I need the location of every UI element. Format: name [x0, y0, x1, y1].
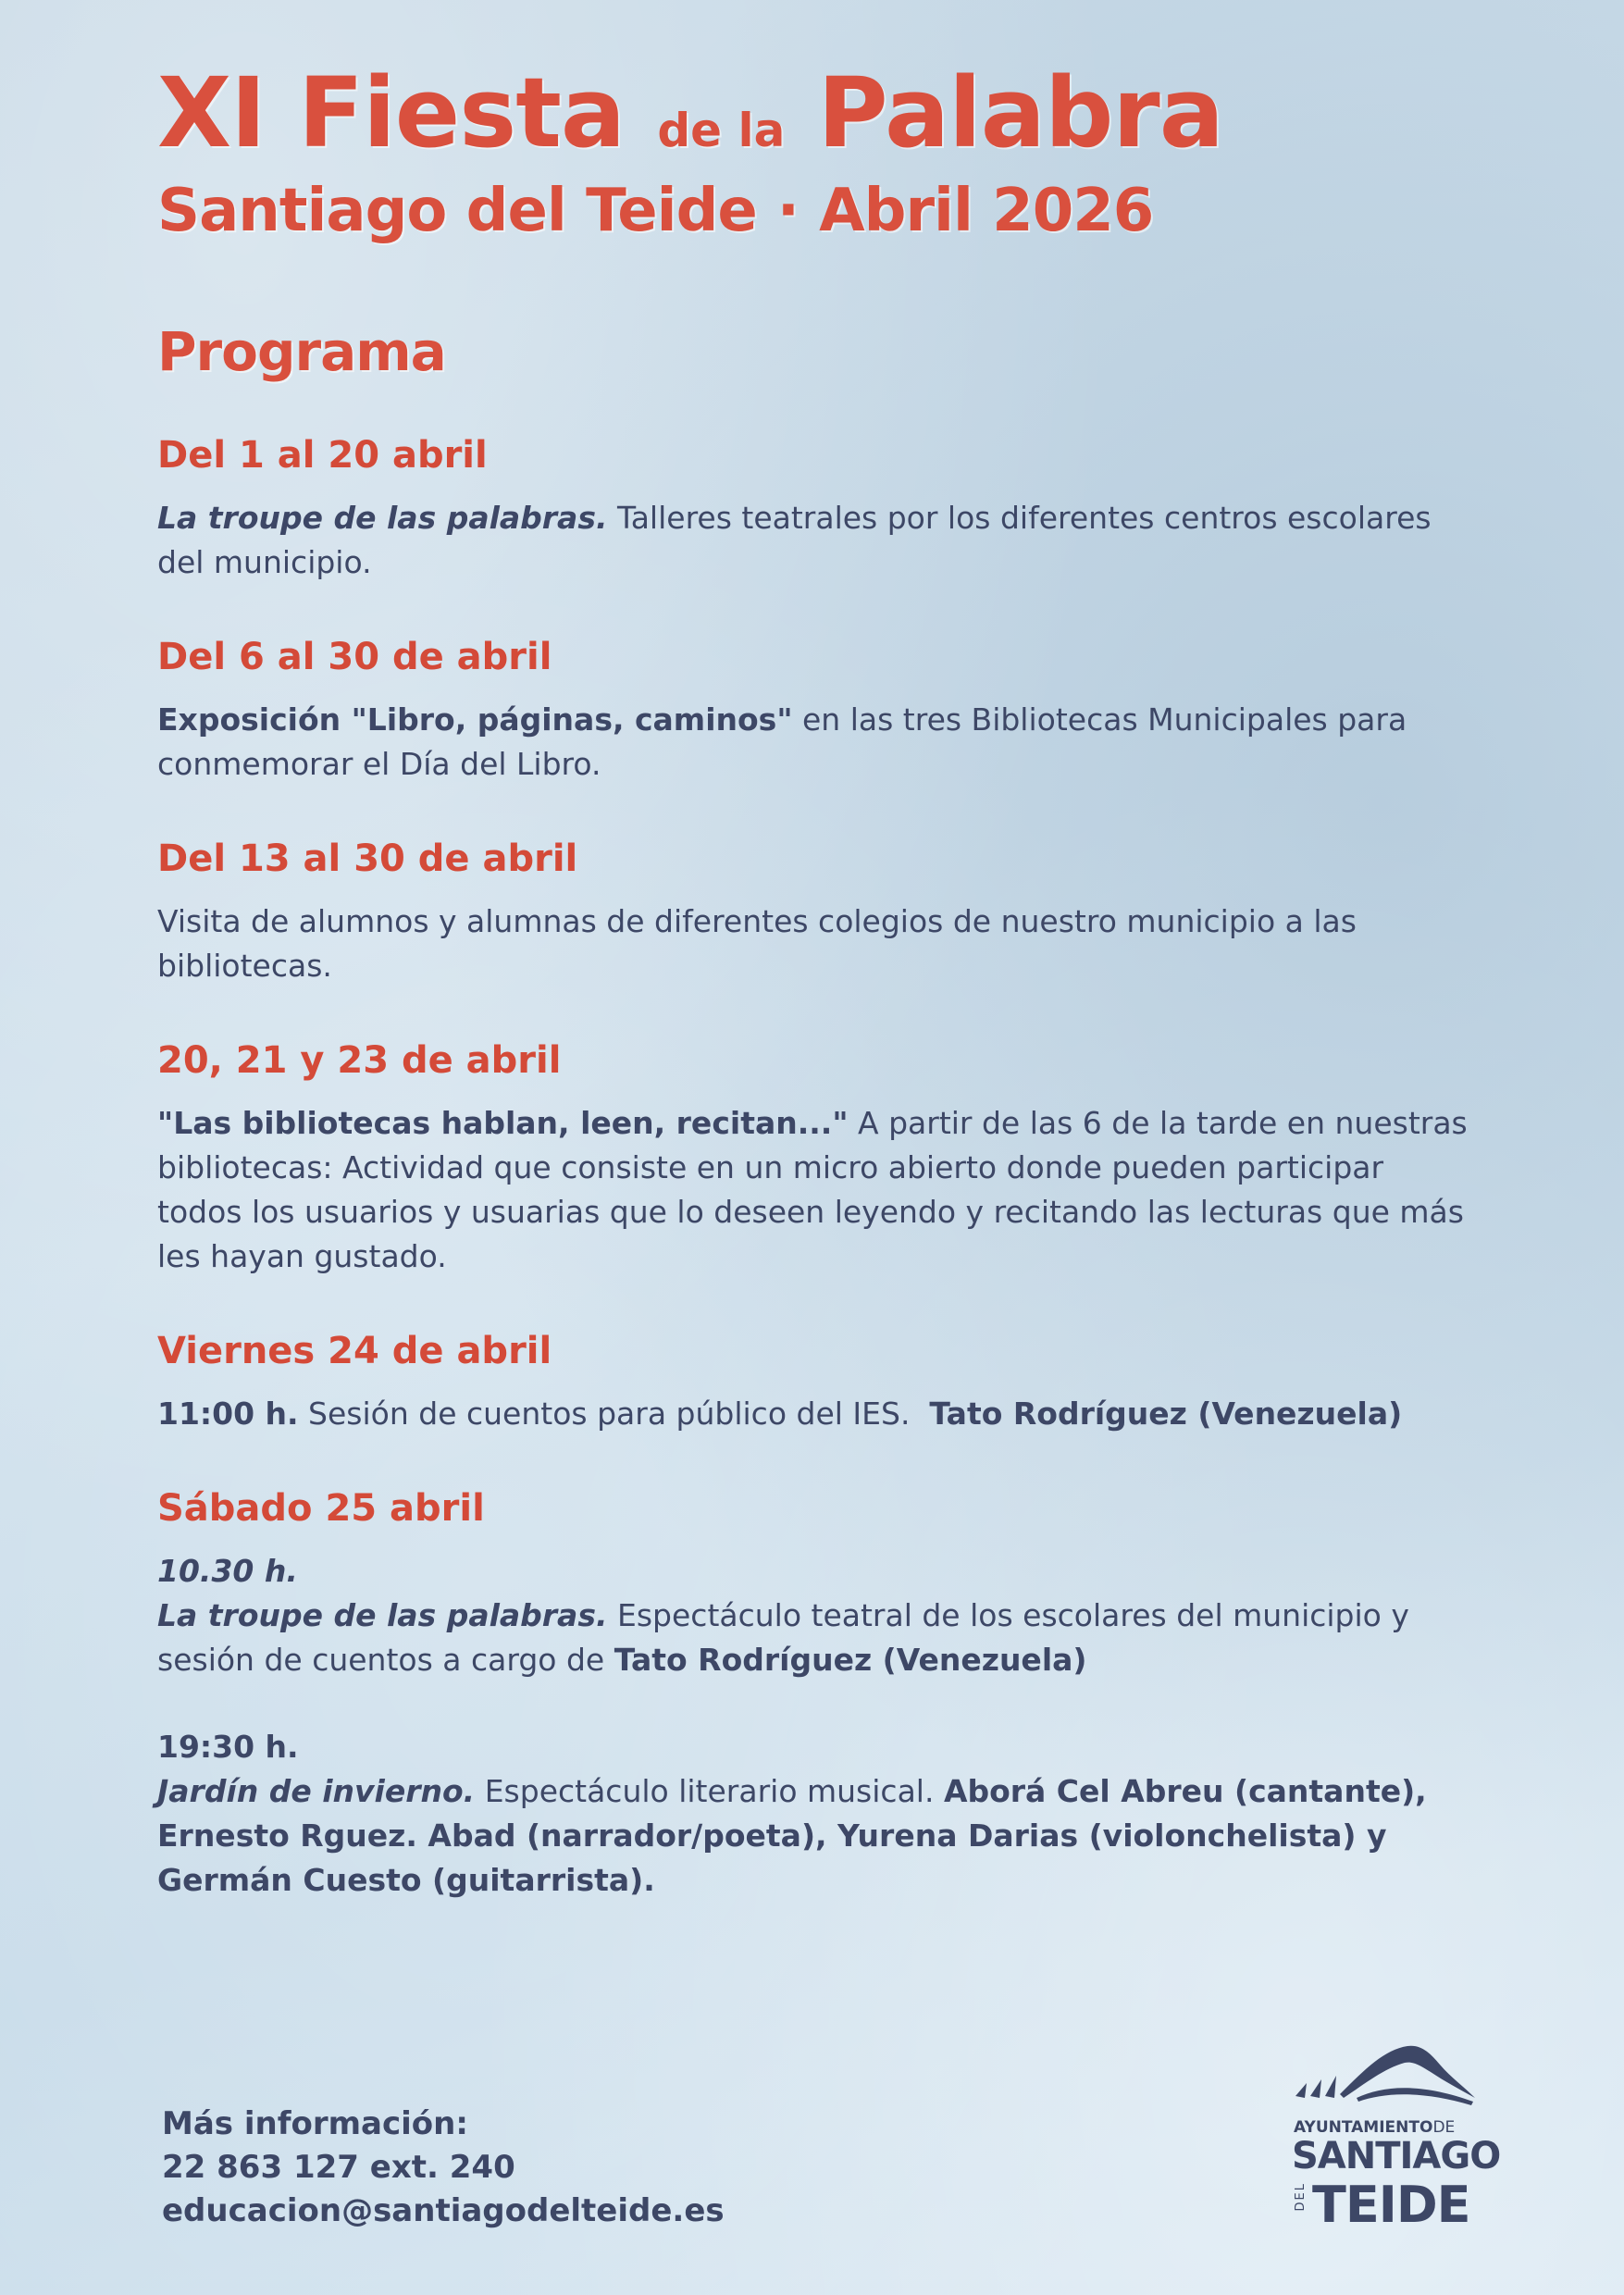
event-time: 19:30 h.: [157, 1729, 299, 1765]
logo-line-1-suffix: DE: [1432, 2118, 1456, 2137]
event-text: Espectáculo literario musical.: [475, 1773, 944, 1809]
event-item: [157, 1486, 1471, 1903]
logo-line-3-small: DEL: [1294, 2182, 1308, 2212]
contact-phone: 22 863 127 ext. 240: [162, 2149, 515, 2186]
event-title: La troupe de las palabras.: [157, 1597, 608, 1633]
title-part-2: Palabra: [817, 56, 1223, 169]
subtitle-date: Abril 2026: [819, 177, 1154, 245]
mountain-logo-icon: [1292, 2041, 1477, 2109]
event-text: Visita de alumnos y alumnas de diferentes colegios de nuestro municipio a las bibliotecas.: [157, 903, 1357, 984]
event-text: Talleres teatrales por los diferentes centros escolares del municipio.: [157, 500, 1432, 580]
logo-line-2: SANTIAGO: [1292, 2135, 1501, 2177]
event-date: Del 6 al 30 de abril: [157, 636, 552, 678]
event-item: [157, 433, 1471, 585]
event-item: [157, 837, 1471, 988]
event-morning: [157, 1549, 1471, 1682]
event-description: [157, 698, 1471, 787]
event-time: 11:00 h.: [157, 1396, 299, 1432]
contact-label: Más información:: [162, 2105, 468, 2142]
page-title: [157, 56, 1471, 169]
logo-line-1-main: AYUNTAMIENTO: [1294, 2118, 1433, 2137]
title-part-1: XI Fiesta: [157, 56, 626, 169]
event-performers: Aborá Cel Abreu (cantante), Ernesto Rguez. Abad (narrador/poeta), Yurena Darias (violonchelista) y Germán Cuesto (guitarrista).: [157, 1773, 1427, 1898]
event-date: 20, 21 y 23 de abril: [157, 1039, 562, 1082]
event-performer: Tato Rodríguez (Venezuela): [929, 1396, 1403, 1432]
event-evening: [157, 1725, 1471, 1903]
event-item: [157, 1038, 1471, 1279]
event-title: Jardín de invierno.: [157, 1773, 476, 1809]
event-description: [157, 496, 1471, 585]
logo-line-3: TEIDE: [1312, 2176, 1470, 2234]
event-description: [157, 1392, 1471, 1436]
contact-info: [162, 2103, 725, 2233]
event-performer: Tato Rodríguez (Venezuela): [614, 1642, 1087, 1678]
event-description: [157, 899, 1471, 988]
event-date: Del 13 al 30 de abril: [157, 837, 578, 880]
program-page: [157, 56, 1471, 1903]
event-date: Viernes 24 de abril: [157, 1330, 552, 1372]
municipality-logo: [1286, 2041, 1501, 2235]
event-date: Del 1 al 20 abril: [157, 434, 488, 477]
event-description: [157, 1101, 1471, 1279]
spacer: [157, 1682, 1471, 1725]
event-item: [157, 1329, 1471, 1436]
event-date: Sábado 25 abril: [157, 1487, 485, 1530]
page-subtitle: [157, 177, 1471, 245]
logo-line-1: [1294, 2118, 1455, 2137]
event-item: [157, 635, 1471, 787]
subtitle-separator: ·: [776, 177, 800, 245]
subtitle-place: Santiago del Teide: [157, 177, 757, 245]
event-time: 10.30 h.: [157, 1553, 298, 1589]
event-text: A partir de las 6 de la tarde en nuestras bibliotecas: Actividad que consiste en un micro abierto donde pueden participar todos los usuarios y usuarias que lo deseen leyendo y recitando las lecturas que más les hayan gustado.: [157, 1105, 1468, 1274]
event-text: Espectáculo teatral de los escolares del municipio y sesión de cuentos a cargo de: [157, 1597, 1409, 1678]
event-title: La troupe de las palabras.: [157, 500, 608, 536]
program-heading: Programa: [157, 320, 446, 383]
event-title: "Las bibliotecas hablan, leen, recitan...": [157, 1105, 849, 1141]
event-title: Exposición "Libro, páginas, caminos": [157, 701, 793, 738]
contact-email: educacion@santiagodelteide.es: [162, 2192, 725, 2229]
title-connector: de la: [657, 104, 786, 157]
event-text: Sesión de cuentos para público del IES.: [298, 1396, 930, 1432]
event-text: en las tres Bibliotecas Municipales para conmemorar el Día del Libro.: [157, 701, 1407, 782]
